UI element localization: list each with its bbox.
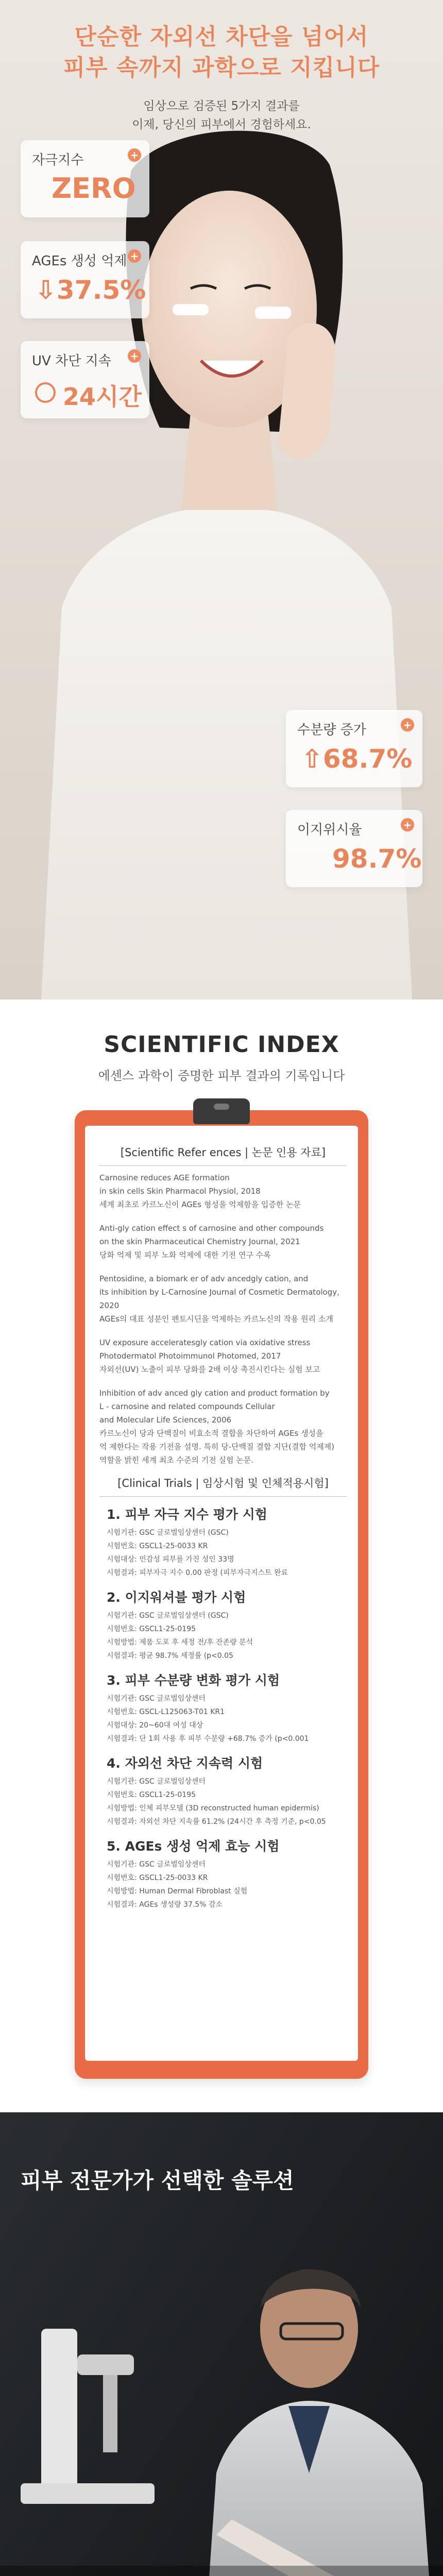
trials-list <box>99 1508 347 1911</box>
trial-title: 4. 자외선 차단 지속력 시험 <box>107 1756 263 1771</box>
reference-line: its inhibition by L-Carnosine Journal of Cosmetic Dermatology, 2020 <box>99 1287 339 1310</box>
reference-item <box>99 1386 347 1467</box>
trial-item <box>99 1508 347 1580</box>
trials-header: [Clinical Trials | 임상시험 및 인체적용시험] <box>117 1477 329 1489</box>
trial-line: 시험기관: GSC 글로벌임상센터 <box>107 1777 206 1786</box>
trial-item <box>99 1674 347 1745</box>
hero-subtitle-line1: 임상으로 검증된 5가지 결과를 <box>143 99 300 113</box>
scientific-index-section <box>0 999 443 2112</box>
hero-headline <box>0 22 443 83</box>
trial-item <box>99 1840 347 1911</box>
reference-line: on the skin Pharmaceutical Chemistry Journal, 2021 <box>99 1237 300 1246</box>
reference-item <box>99 1171 347 1211</box>
clipboard-clip <box>193 1098 250 1124</box>
trial-title: 5. AGEs 생성 억제 효능 시험 <box>107 1839 280 1854</box>
clipboard-paper <box>85 1126 358 2061</box>
reference-line: L - carnosine and related compounds Cellular <box>99 1402 275 1411</box>
stat-value: 68.7% <box>322 744 413 774</box>
hero-title-line2: 피부 속까지 과학으로 지킵니다 <box>63 55 380 81</box>
trial-line: 시험기관: GSC 글로벌임상센터 <box>107 1694 206 1703</box>
trial-line: 시험결과: 단 1회 사용 후 피부 수분량 +68.7% 증가 (p<0.001 <box>107 1735 309 1743</box>
trial-line: 시험기관: GSC 글로벌임상센터 <box>107 1860 206 1869</box>
trial-line: 시험기관: GSC 글로벌임상센터 (GSC) <box>107 1529 229 1537</box>
reference-line: 억 제한다는 작용 기전을 설명. 특히 당-단백질 결합 지단(결합 억제제) <box>99 1442 335 1451</box>
stat-label: AGEs 생성 억제 <box>32 253 127 269</box>
hero-title-line1: 단순한 자외선 차단을 넘어서 <box>74 24 369 50</box>
trial-line: 시험결과: AGEs 생성량 37.5% 감소 <box>107 1901 223 1909</box>
stat-card-moisture <box>286 710 422 787</box>
trial-line: 시험번호: GSCL1-25-0195 <box>107 1625 196 1633</box>
paper-content <box>99 1126 347 1911</box>
stopwatch-icon <box>35 382 56 403</box>
stat-card-uv <box>21 341 149 418</box>
reference-line: Pentosidine, a biomark er of adv ancedgly cation, and <box>99 1274 309 1283</box>
plus-icon: + <box>128 249 141 263</box>
arrow-down-icon: ⇩ <box>35 275 57 305</box>
stat-value-wrap <box>301 744 412 774</box>
trial-title: 3. 피부 수분량 변화 평가 시험 <box>107 1673 280 1688</box>
stat-label: 이지위시율 <box>297 822 362 838</box>
reference-line: Inhibition of adv anced gly cation and product formation by <box>99 1388 330 1398</box>
plus-icon: + <box>401 818 414 832</box>
trial-line: 시험결과: 자외선 차단 지속률 61.2% (24시간 후 측정 기준, p<0.05 <box>107 1818 326 1826</box>
plus-icon: + <box>128 148 141 162</box>
trial-line: 시험번호: GSCL1-25-0033 KR <box>107 1874 208 1882</box>
trial-line: 시험대상: 20~60대 여성 대상 <box>107 1721 203 1730</box>
stat-card-irritation <box>21 140 149 217</box>
trial-item <box>99 1591 347 1663</box>
stat-card-ages <box>21 241 149 318</box>
reference-line: in skin cells Skin Pharmacol Physiol, 2018 <box>99 1187 261 1196</box>
expert-title: 피부 전문가가 선택한 솔루션 <box>21 2168 294 2193</box>
stat-value: 24시간 <box>63 383 142 411</box>
references-list <box>99 1171 347 1467</box>
section-title: SCIENTIFIC INDEX <box>104 1031 339 1058</box>
trial-title: 2. 이지워셔블 평가 시험 <box>107 1590 246 1605</box>
trial-title: 1. 피부 자극 지수 평가 시험 <box>107 1507 267 1522</box>
trial-line: 시험번호: GSCL1-25-0033 KR <box>107 1542 208 1550</box>
trial-line: 시험번호: GSCL-L125063-T01 KR1 <box>107 1708 225 1716</box>
references-header: [Scientific Refer ences | 논문 인용 자료] <box>120 1146 326 1159</box>
trial-line: 시험번호: GSCL1-25-0195 <box>107 1791 196 1799</box>
reference-line: 세계 최초로 카르노신이 AGEs 형성을 억제함을 입증한 논문 <box>99 1200 301 1209</box>
reference-line: 당화 억제 및 피부 노화 억제에 대한 기전 연구 수록 <box>99 1250 271 1260</box>
stat-label: 수분량 증가 <box>297 722 366 738</box>
trial-line: 시험방법: 인체 피부모델 (3D reconstructed human epidermis) <box>107 1804 319 1812</box>
trial-line: 시험기관: GSC 글로벌임상센터 (GSC) <box>107 1612 229 1620</box>
reference-item <box>99 1222 347 1262</box>
hero-subtitle-line2: 이제, 당신의 피부에서 경험하세요. <box>132 118 311 131</box>
reference-line: UV exposure acceleratesgly cation via oxidative stress <box>99 1338 311 1347</box>
reference-line: and Molecular Life Sciences, 2006 <box>99 1415 232 1425</box>
reference-line: 자외선(UV) 노출이 피부 당화를 2배 이상 촉진시킨다는 실험 보고 <box>99 1365 320 1374</box>
reference-line: Photodermatol Photoimmunol Photomed, 2017 <box>99 1351 281 1361</box>
stat-value-wrap <box>35 275 146 305</box>
plus-icon: + <box>128 349 141 363</box>
stat-card-washable <box>286 810 422 887</box>
stat-label: 자극지수 <box>32 152 84 168</box>
stat-value: ZERO <box>52 172 136 205</box>
divider <box>99 1496 347 1497</box>
reference-item <box>99 1336 347 1376</box>
reference-line: AGEs의 대표 성분인 펜토시딘을 억제하는 카르노신의 작용 원리 소개 <box>99 1314 333 1324</box>
hero-subtitle <box>0 97 443 134</box>
reference-line: Anti-gly cation effect s of carnosine and other compounds <box>99 1224 324 1233</box>
reference-line: Carnosine reduces AGE formation <box>99 1173 230 1182</box>
reference-line: 카르노신이 당과 단백질이 비효소적 결합을 차단하여 AGEs 생성을 <box>99 1429 323 1438</box>
divider <box>99 1165 347 1166</box>
stat-value: 37.5% <box>56 275 146 305</box>
stat-label: UV 차단 지속 <box>32 353 111 369</box>
reference-line: 역할을 밝힌 세계 최초 수준의 기전 실험 논문. <box>99 1455 253 1465</box>
plus-icon: + <box>401 718 414 732</box>
hero-section <box>0 0 443 999</box>
trial-line: 시험대상: 민감성 피부를 가진 성인 33명 <box>107 1555 234 1564</box>
reference-item <box>99 1272 347 1326</box>
trial-line: 시험결과: 피부자극 지수 0.00 판정 (피부자극지스트 완료 <box>107 1569 288 1577</box>
stat-value: 98.7% <box>332 844 422 874</box>
trial-line: 시험방법: 제품 도포 후 세정 전/후 잔존량 분석 <box>107 1638 253 1647</box>
trial-line: 시험방법: Human Dermal Fibroblast 실험 <box>107 1887 248 1895</box>
arrow-up-icon: ⇧ <box>301 744 323 774</box>
section-subtitle: 에센스 과학이 증명한 피부 결과의 기록입니다 <box>98 1069 345 1083</box>
trial-line: 시험결과: 평균 98.7% 세정률 (p<0.05 <box>107 1652 233 1660</box>
expert-section <box>0 2112 443 2576</box>
trial-item <box>99 1757 347 1828</box>
